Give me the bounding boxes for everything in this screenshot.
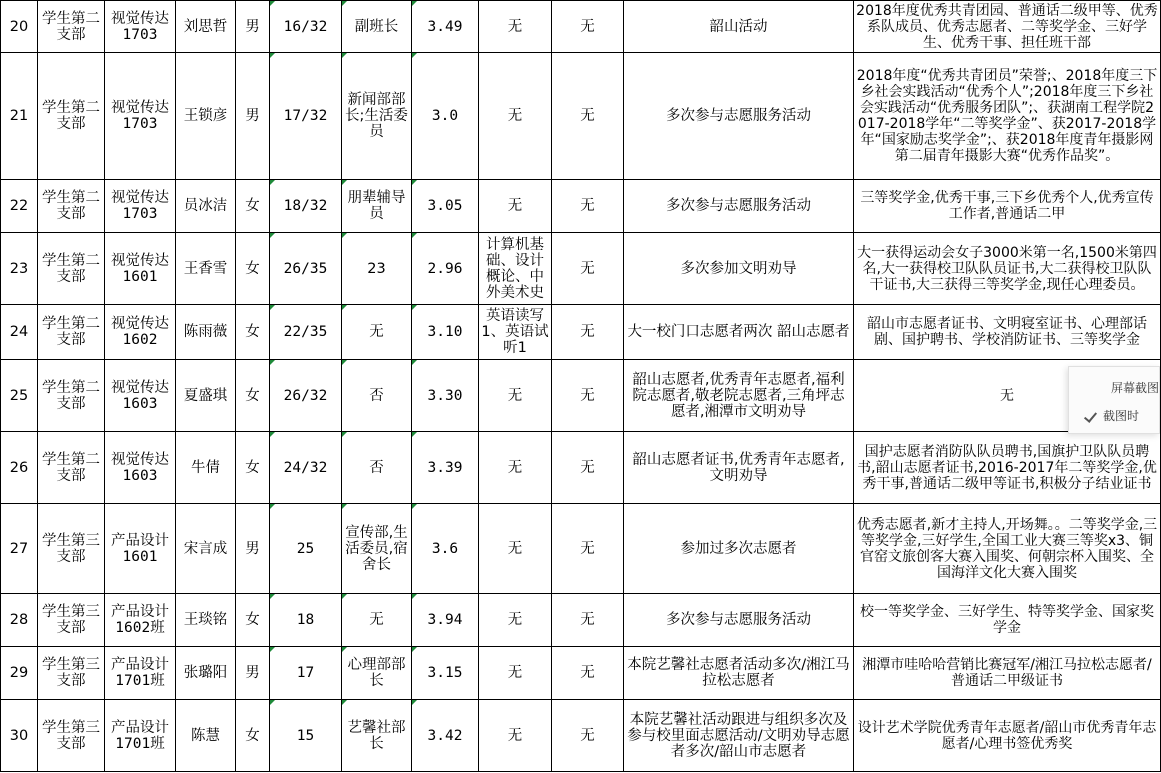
cell-rank[interactable]: 18 (270, 594, 342, 647)
cell-position[interactable]: 否 (342, 360, 412, 432)
cell-volunteer[interactable]: 韶山活动 (624, 1, 854, 53)
cell-gender[interactable]: 男 (236, 647, 270, 700)
cell-gpa[interactable]: 3.94 (412, 594, 479, 647)
cell-gender[interactable]: 男 (236, 504, 270, 594)
cell-class[interactable]: 视觉传达1703 (105, 1, 176, 53)
cell-class[interactable]: 视觉传达1603 (105, 360, 176, 432)
cell-gender[interactable]: 男 (236, 53, 270, 180)
table-row (1, 305, 1161, 360)
cell-name[interactable]: 牛倩 (176, 432, 236, 504)
table-row (1, 594, 1161, 647)
cell-rank[interactable]: 26/32 (270, 360, 342, 432)
cell-name[interactable]: 张璐阳 (176, 647, 236, 700)
cell-no[interactable]: 25 (1, 360, 38, 432)
cell-class[interactable]: 视觉传达1603 (105, 432, 176, 504)
cell-name[interactable]: 王香雪 (176, 233, 236, 305)
table-row (1, 504, 1161, 594)
cell-discipline[interactable]: 无 (552, 180, 624, 233)
cell-branch[interactable]: 学生第二支部 (38, 360, 105, 432)
cell-position[interactable]: 宣传部,生活委员,宿舍长 (342, 504, 412, 594)
cell-fail[interactable]: 无 (479, 594, 552, 647)
table-row (1, 53, 1161, 180)
cell-branch[interactable]: 学生第三支部 (38, 700, 105, 772)
screenshot-popup[interactable] (1068, 366, 1160, 434)
cell-awards[interactable]: 2018年度“优秀共青团员”荣誉;、2018年度三下乡社会实践活动“优秀个人”;2018年度三下乡社会实践活动“优秀服务团队”;、获湖南工程学院2017-2018学年“二等奖学金”、获2017-2018学年“国家励志奖学金”;、获2018年度青年摄影网第二届青年摄影大赛“优秀作品奖”。 (854, 53, 1161, 180)
cell-position[interactable]: 副班长 (342, 1, 412, 53)
cell-gpa[interactable]: 3.15 (412, 647, 479, 700)
cell-fail[interactable]: 无 (479, 180, 552, 233)
cell-volunteer[interactable]: 多次参与志愿服务活动 (624, 53, 854, 180)
cell-volunteer[interactable]: 韶山志愿者,优秀青年志愿者,福利院志愿者,敬老院志愿者,三角坪志愿者,湘潭市文明劝导 (624, 360, 854, 432)
cell-no[interactable]: 26 (1, 432, 38, 504)
cell-fail[interactable]: 无 (479, 647, 552, 700)
cell-name[interactable]: 刘思哲 (176, 1, 236, 53)
cell-awards[interactable]: 2018年度优秀共青团园、普通话二级甲等、优秀系队成员、优秀志愿者、二等奖学金、三好学生、优秀干事、担任班干部 (854, 1, 1161, 53)
cell-branch[interactable]: 学生第二支部 (38, 233, 105, 305)
cell-name[interactable]: 王锁彦 (176, 53, 236, 180)
table-row (1, 432, 1161, 504)
table-row (1, 360, 1161, 432)
cell-discipline[interactable]: 无 (552, 594, 624, 647)
table-row (1, 647, 1161, 700)
cell-awards[interactable]: 三等奖学金,优秀干事,三下乡优秀个人,优秀宣传工作者,普通话二甲 (854, 180, 1161, 233)
cell-volunteer[interactable]: 大一校门口志愿者两次 韶山志愿者 (624, 305, 854, 360)
cell-position[interactable]: 心理部部长 (342, 647, 412, 700)
cell-awards[interactable]: 大一获得运动会女子3000米第一名,1500米第四名,大一获得校卫队队员证书,大二获得校卫队队干证书,大三获得三等奖学金,现任心理委员。 (854, 233, 1161, 305)
cell-volunteer[interactable]: 本院艺馨社志愿者活动多次/湘江马拉松志愿者 (624, 647, 854, 700)
cell-class[interactable]: 视觉传达1703 (105, 180, 176, 233)
cell-awards[interactable]: 优秀志愿者,新才主持人,开场舞。。二等奖学金,三等奖学金,三好学生,全国工业大赛三等奖x3、铜官窑文旅创客大赛入围奖、何朝宗杯入围奖、全国海洋文化大赛入围奖 (854, 504, 1161, 594)
cell-position[interactable]: 朋辈辅导员 (342, 180, 412, 233)
table-row (1, 1, 1161, 53)
cell-branch[interactable]: 学生第三支部 (38, 647, 105, 700)
cell-awards[interactable]: 设计艺术学院优秀青年志愿者/韶山市优秀青年志愿者/心理书签优秀奖 (854, 700, 1161, 772)
cell-rank[interactable]: 17 (270, 647, 342, 700)
cell-volunteer[interactable]: 韶山志愿者证书,优秀青年志愿者,文明劝导 (624, 432, 854, 504)
cell-volunteer[interactable]: 本院艺馨社活动跟进与组织多次及参与校里面志愿活动/文明劝导志愿者多次/韶山市志愿者 (624, 700, 854, 772)
cell-no[interactable]: 21 (1, 53, 38, 180)
cell-fail[interactable]: 无 (479, 1, 552, 53)
cell-name[interactable]: 陈雨薇 (176, 305, 236, 360)
cell-discipline[interactable]: 无 (552, 233, 624, 305)
cell-name[interactable]: 宋言成 (176, 504, 236, 594)
cell-name[interactable]: 王琰铭 (176, 594, 236, 647)
cell-branch[interactable]: 学生第二支部 (38, 53, 105, 180)
cell-awards[interactable]: 校一等奖学金、三好学生、特等奖学金、国家奖学金 (854, 594, 1161, 647)
cell-gender[interactable]: 女 (236, 432, 270, 504)
popup-title: 屏幕截图 (1111, 381, 1160, 395)
cell-rank[interactable]: 22/35 (270, 305, 342, 360)
cell-no[interactable]: 23 (1, 233, 38, 305)
cell-discipline[interactable]: 无 (552, 504, 624, 594)
cell-no[interactable]: 28 (1, 594, 38, 647)
cell-volunteer[interactable]: 多次参与志愿服务活动 (624, 180, 854, 233)
cell-gender[interactable]: 女 (236, 700, 270, 772)
cell-gender[interactable]: 女 (236, 305, 270, 360)
cell-gpa[interactable]: 3.42 (412, 700, 479, 772)
cell-class[interactable]: 产品设计1701班 (105, 647, 176, 700)
cell-gpa[interactable]: 3.49 (412, 1, 479, 53)
cell-fail[interactable]: 无 (479, 53, 552, 180)
cell-no[interactable]: 29 (1, 647, 38, 700)
cell-gender[interactable]: 女 (236, 180, 270, 233)
cell-class[interactable]: 产品设计1701班 (105, 700, 176, 772)
cell-position[interactable]: 新闻部部长;生活委员 (342, 53, 412, 180)
cell-no[interactable]: 20 (1, 1, 38, 53)
cell-discipline[interactable]: 无 (552, 53, 624, 180)
cell-volunteer[interactable]: 多次参与志愿服务活动 (624, 594, 854, 647)
cell-position[interactable]: 艺馨社部长 (342, 700, 412, 772)
cell-discipline[interactable]: 无 (552, 700, 624, 772)
popup-option[interactable] (1083, 407, 1139, 424)
cell-branch[interactable]: 学生第二支部 (38, 432, 105, 504)
cell-discipline[interactable]: 无 (552, 305, 624, 360)
cell-name[interactable]: 夏盛琪 (176, 360, 236, 432)
cell-awards[interactable]: 韶山市志愿者证书、文明寝室证书、心理部话剧、国护聘书、学校消防证书、三等奖学金 (854, 305, 1161, 360)
cell-gender[interactable]: 女 (236, 360, 270, 432)
cell-name[interactable]: 员冰洁 (176, 180, 236, 233)
cell-fail[interactable]: 无 (479, 700, 552, 772)
cell-position[interactable]: 无 (342, 305, 412, 360)
cell-fail[interactable]: 无 (479, 432, 552, 504)
cell-class[interactable]: 产品设计1601 (105, 504, 176, 594)
cell-gpa[interactable]: 3.05 (412, 180, 479, 233)
cell-fail[interactable]: 无 (479, 360, 552, 432)
cell-no[interactable]: 30 (1, 700, 38, 772)
cell-fail[interactable]: 英语读写1、英语试听1 (479, 305, 552, 360)
cell-no[interactable]: 27 (1, 504, 38, 594)
cell-position[interactable]: 23 (342, 233, 412, 305)
cell-class[interactable]: 视觉传达1602 (105, 305, 176, 360)
cell-branch[interactable]: 学生第二支部 (38, 180, 105, 233)
table-row (1, 233, 1161, 305)
cell-gpa[interactable]: 2.96 (412, 233, 479, 305)
cell-gpa[interactable]: 3.0 (412, 53, 479, 180)
cell-branch[interactable]: 学生第三支部 (38, 504, 105, 594)
cell-awards[interactable]: 湘潭市哇哈哈营销比赛冠军/湘江马拉松志愿者/普通话二甲级证书 (854, 647, 1161, 700)
cell-rank[interactable]: 26/35 (270, 233, 342, 305)
cell-gpa[interactable]: 3.39 (412, 432, 479, 504)
table-row (1, 700, 1161, 772)
cell-discipline[interactable]: 无 (552, 432, 624, 504)
cell-branch[interactable]: 学生第三支部 (38, 594, 105, 647)
check-icon (1083, 410, 1097, 424)
cell-gender[interactable]: 女 (236, 233, 270, 305)
cell-volunteer[interactable]: 多次参加文明劝导 (624, 233, 854, 305)
cell-rank[interactable]: 18/32 (270, 180, 342, 233)
cell-no[interactable]: 24 (1, 305, 38, 360)
cell-rank[interactable]: 25 (270, 504, 342, 594)
table-row (1, 180, 1161, 233)
cell-awards[interactable]: 无 (854, 360, 1161, 432)
cell-fail[interactable]: 计算机基础、设计概论、中外美术史 (479, 233, 552, 305)
cell-rank[interactable]: 15 (270, 700, 342, 772)
cell-class[interactable]: 视觉传达1601 (105, 233, 176, 305)
cell-position[interactable]: 否 (342, 432, 412, 504)
cell-branch[interactable]: 学生第二支部 (38, 1, 105, 53)
popup-option-label: 截图时 (1103, 409, 1140, 423)
cell-rank[interactable]: 24/32 (270, 432, 342, 504)
cell-discipline[interactable]: 无 (552, 1, 624, 53)
cell-class[interactable]: 视觉传达1703 (105, 53, 176, 180)
cell-gpa[interactable]: 3.30 (412, 360, 479, 432)
cell-gender[interactable]: 女 (236, 594, 270, 647)
cell-fail[interactable]: 无 (479, 504, 552, 594)
cell-rank[interactable]: 16/32 (270, 1, 342, 53)
cell-branch[interactable]: 学生第二支部 (38, 305, 105, 360)
cell-awards[interactable]: 国护志愿者消防队队员聘书,国旗护卫队队员聘书,韶山志愿者证书,2016-2017年二等奖学金,优秀干事,普通话二级甲等证书,积极分子结业证书 (854, 432, 1161, 504)
cell-volunteer[interactable]: 参加过多次志愿者 (624, 504, 854, 594)
cell-name[interactable]: 陈慧 (176, 700, 236, 772)
cell-gpa[interactable]: 3.6 (412, 504, 479, 594)
cell-discipline[interactable]: 无 (552, 647, 624, 700)
cell-rank[interactable]: 17/32 (270, 53, 342, 180)
cell-class[interactable]: 产品设计1602班 (105, 594, 176, 647)
cell-gender[interactable]: 男 (236, 1, 270, 53)
cell-discipline[interactable]: 无 (552, 360, 624, 432)
cell-no[interactable]: 22 (1, 180, 38, 233)
cell-gpa[interactable]: 3.10 (412, 305, 479, 360)
cell-position[interactable]: 无 (342, 594, 412, 647)
